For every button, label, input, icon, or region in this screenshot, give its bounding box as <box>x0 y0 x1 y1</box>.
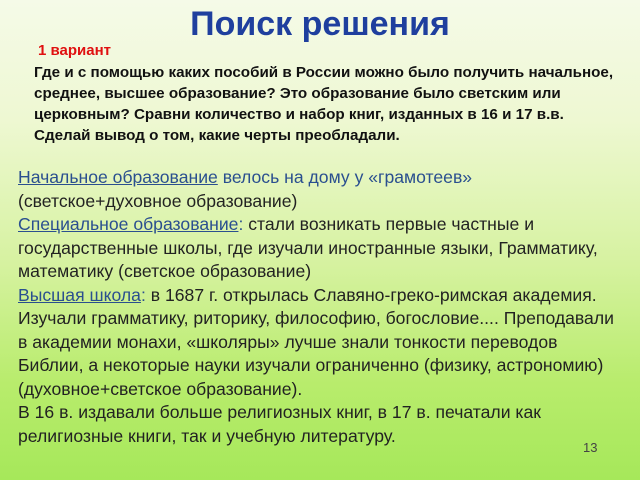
primary-education-text: велось на дому у «грамотеев» <box>217 167 473 187</box>
higher-education-term: Высшая школа <box>18 284 141 305</box>
primary-education-term: Начальное образование <box>18 167 218 187</box>
answer-body <box>18 166 623 448</box>
special-education-text: стали возникать первые частные и государственные школы, где изучали иностранные языки, Грамматику, математику (светское образование) <box>18 214 598 281</box>
higher-education-text: в 1687 г. открылась Славяно-греко-римская академия. Изучали грамматику, риторику, философию, богословие.... Преподавали в академии монахи, «школяры» лучше знали тонкости переводов Библии, а некоторые науки изучали ограниченно (физику, астрономию) (духовное+светское образование). <box>18 284 614 399</box>
books-paragraph: В 16 в. издавали больше религиозных книг, в 17 в. печатали как религиозные книги, так и учебную литературу. <box>18 402 541 446</box>
slide-number: 13 <box>583 440 598 455</box>
special-education-term: Специальное образование <box>18 214 239 234</box>
primary-education-note: (светское+духовное образование) <box>18 190 298 211</box>
special-education-colon: : <box>238 214 244 234</box>
slide-title: Поиск решения <box>190 5 450 43</box>
task-question: Где и с помощью каких пособий в России можно было получить начальное, среднее, высшее образование? Это образование было светским или церковным? Сравни количество и набор книг, изданных в 16 и 17 в.в. Сделай вывод о том, какие черты преобладали. <box>34 64 614 144</box>
higher-education-paragraph <box>18 284 623 402</box>
higher-education-colon: : <box>140 284 146 305</box>
variant-label: 1 вариант <box>38 42 112 59</box>
primary-education-paragraph <box>18 166 623 213</box>
special-education-paragraph <box>18 213 623 284</box>
